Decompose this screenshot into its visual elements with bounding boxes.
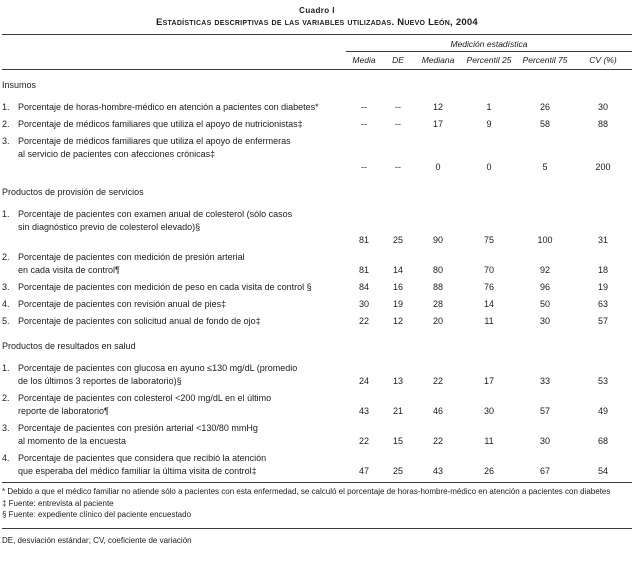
row-label (2, 392, 346, 418)
footnote: * Debido a que el médico familiar no atiende sólo a pacientes con esta enfermedad, se calculó el porcentaje de horas-hombre-médico en atención a pacientes con diabetes (2, 487, 611, 496)
row-values (346, 118, 632, 131)
cell-value: 96 (539, 282, 550, 292)
row-values (346, 315, 632, 328)
row-label-line (2, 362, 346, 375)
cell-value: -- (395, 162, 401, 172)
row-label-text: Porcentaje de pacientes con glucosa en ayuno ≤130 mg/dL (promedio (18, 363, 298, 373)
cell-value: 20 (432, 316, 443, 326)
row-label-line: al momento de la encuesta (18, 436, 127, 446)
row-label (2, 362, 346, 388)
cell-value: 5 (542, 162, 548, 172)
cell-value: 57 (539, 406, 550, 416)
row-label-pad (2, 161, 346, 174)
row-label-line (2, 452, 346, 465)
cell-value: 19 (597, 282, 608, 292)
row-number: 4. (2, 299, 10, 309)
cell-value: 22 (432, 376, 443, 386)
cell-value: 9 (486, 119, 492, 129)
row-label-line (2, 135, 346, 148)
table-row (2, 135, 632, 174)
row-number: 4. (2, 453, 10, 463)
table-caption (2, 5, 632, 29)
row-label (2, 281, 346, 294)
row-label-text: Porcentaje de pacientes que considera que recibió la atención (18, 453, 267, 463)
cell-value: 28 (432, 299, 443, 309)
row-label-text: Porcentaje de pacientes con solicitud anual de fondo de ojo‡ (18, 316, 261, 326)
cell-value: 0 (435, 162, 441, 172)
cell-value: 11 (484, 316, 494, 326)
column-header: DE (392, 55, 404, 65)
row-values (346, 101, 632, 114)
row-label-text: Porcentaje de pacientes con examen anual de colesterol (sólo casos (18, 209, 293, 219)
row-label (2, 101, 346, 114)
row-label (2, 118, 346, 131)
row-label (2, 422, 346, 448)
table-row (2, 362, 632, 388)
cell-value: 30 (358, 299, 369, 309)
table-row (2, 392, 632, 418)
cell-value: 25 (392, 235, 403, 245)
cell-value: 81 (358, 265, 369, 275)
table-row (2, 281, 632, 294)
cell-value: -- (361, 119, 367, 129)
footnotes (2, 483, 632, 521)
cell-value: 75 (483, 235, 494, 245)
cell-value: 19 (392, 299, 403, 309)
cell-value: 14 (483, 299, 494, 309)
row-label (2, 298, 346, 311)
cell-value: 80 (432, 265, 443, 275)
row-number: 2. (2, 119, 10, 129)
table-row (2, 422, 632, 448)
row-label-line (2, 298, 346, 311)
cell-value: 70 (483, 265, 494, 275)
cell-value: 53 (597, 376, 608, 386)
row-number: 3. (2, 282, 10, 292)
row-number: 3. (2, 423, 10, 433)
cell-value: 25 (392, 466, 403, 476)
row-number: 1. (2, 102, 10, 112)
row-values (346, 264, 632, 277)
cell-value: 63 (597, 299, 608, 309)
cell-value: -- (395, 119, 401, 129)
row-number: 1. (2, 363, 10, 373)
cell-value: 33 (539, 376, 550, 386)
cell-value: 18 (597, 265, 608, 275)
top-rule (2, 34, 632, 35)
cell-value: 57 (597, 316, 608, 326)
cell-value: 88 (432, 282, 443, 292)
row-label-line (2, 315, 346, 328)
row-label-line (2, 251, 346, 264)
table-row (2, 251, 632, 277)
cell-value: 81 (358, 235, 369, 245)
cell-value: 21 (392, 406, 403, 416)
cell-value: 13 (392, 376, 403, 386)
row-label-pad (2, 234, 346, 247)
row-label-line (2, 392, 346, 405)
row-label (2, 135, 346, 174)
cell-value: 88 (597, 119, 608, 129)
column-header: Percentil 75 (522, 55, 568, 65)
row-label (2, 452, 346, 478)
cell-value: 22 (432, 436, 443, 446)
cell-value: 200 (595, 162, 611, 172)
row-values (346, 465, 632, 478)
cell-value: 43 (432, 466, 443, 476)
cell-value: 43 (358, 406, 369, 416)
cell-value: 30 (483, 406, 494, 416)
row-label-line: sin diagnóstico previo de colesterol elevado)§ (18, 222, 201, 232)
row-label-text: Porcentaje de pacientes con medición de peso en cada visita de control § (18, 282, 312, 292)
column-header-row (2, 52, 632, 69)
row-number: 1. (2, 209, 10, 219)
section-header: Insumos (2, 80, 37, 90)
row-number: 2. (2, 393, 10, 403)
row-values (346, 281, 632, 294)
row-label-line (2, 101, 346, 114)
cell-value: -- (395, 102, 401, 112)
cell-value: 14 (392, 265, 403, 275)
row-number: 5. (2, 316, 10, 326)
cell-value: 58 (539, 119, 550, 129)
row-label-line: en cada visita de control¶ (18, 265, 120, 275)
cell-value: 30 (539, 436, 550, 446)
row-label-text: Porcentaje de pacientes con colesterol <200 mg/dL en el último (18, 393, 272, 403)
row-label-text: Porcentaje de pacientes con medición de presión arterial (18, 252, 245, 262)
cell-value: 68 (597, 436, 608, 446)
section-header: Productos de provisión de servicios (2, 187, 144, 197)
cell-value: 46 (432, 406, 443, 416)
cell-value: 100 (537, 235, 553, 245)
row-label-line: reporte de laboratorio¶ (18, 406, 109, 416)
row-label-line: de los últimos 3 reportes de laboratorio)§ (18, 376, 182, 386)
table-caption-title: Estadísticas descriptivas de las variables utilizadas. Nuevo León, 2004 (156, 17, 478, 28)
stat-group-row (2, 39, 632, 52)
row-label-line (2, 208, 346, 221)
footnote: ‡ Fuente: entrevista al paciente (2, 498, 114, 508)
row-label-line (2, 118, 346, 131)
row-label-text: Porcentaje de médicos familiares que utiliza el apoyo de enfermeras (18, 136, 291, 146)
cell-value: 49 (597, 406, 608, 416)
cell-value: 17 (483, 376, 494, 386)
row-values (346, 298, 632, 311)
cell-value: 12 (432, 102, 443, 112)
row-values (346, 375, 632, 388)
cell-value: 67 (539, 466, 550, 476)
cell-value: 12 (392, 316, 403, 326)
column-header: Media (352, 55, 376, 65)
cell-value: 54 (597, 466, 608, 476)
row-label-text: Porcentaje de pacientes con revisión anual de pies‡ (18, 299, 227, 309)
row-label-text: Porcentaje de horas-hombre-médico en atención a pacientes con diabetes* (18, 102, 319, 112)
row-values (346, 161, 632, 174)
row-label (2, 251, 346, 277)
cell-value: 26 (483, 466, 494, 476)
cell-value: -- (361, 162, 367, 172)
section-header: Productos de resultados en salud (2, 341, 136, 351)
table-row (2, 315, 632, 328)
row-label-text: Porcentaje de pacientes con presión arterial <130/80 mmHg (18, 423, 258, 433)
footnote: § Fuente: expediente clínico del paciente encuestado (2, 510, 192, 519)
cell-value: 11 (484, 436, 494, 446)
row-number: 2. (2, 252, 10, 262)
column-header-spacer (2, 55, 346, 66)
cell-value: 0 (486, 162, 492, 172)
row-label-line: al servicio de pacientes con afecciones crónicas‡ (18, 149, 216, 159)
table-row (2, 118, 632, 131)
row-label-line: que esperaba del médico familiar la última visita de control‡ (18, 466, 257, 476)
table-row (2, 452, 632, 478)
cell-value: 76 (483, 282, 494, 292)
cell-value: 17 (432, 119, 443, 129)
table-row (2, 208, 632, 247)
table-caption-number: Cuadro I (299, 6, 335, 15)
table-row (2, 101, 632, 114)
row-label-line (2, 422, 346, 435)
cell-value: 22 (358, 436, 369, 446)
cell-value: 30 (539, 316, 550, 326)
cell-value: 84 (358, 282, 369, 292)
cell-value: -- (361, 102, 367, 112)
column-header: CV (%) (589, 55, 617, 65)
cell-value: 50 (539, 299, 550, 309)
cell-value: 22 (358, 316, 369, 326)
row-label-line (2, 281, 346, 294)
column-header: Mediana (421, 55, 455, 65)
table-row (2, 298, 632, 311)
row-label-text: Porcentaje de médicos familiares que utiliza el apoyo de nutricionistas‡ (18, 119, 303, 129)
column-header: Percentil 25 (466, 55, 512, 65)
row-label (2, 208, 346, 247)
table-body (2, 70, 632, 478)
stat-group-header: Medición estadística (346, 39, 632, 52)
cell-value: 31 (597, 235, 608, 245)
cell-value: 16 (392, 282, 403, 292)
column-headers (346, 55, 632, 66)
cell-value: 26 (539, 102, 550, 112)
cell-value: 90 (432, 235, 443, 245)
cell-value: 30 (597, 102, 608, 112)
cell-value: 24 (358, 376, 369, 386)
row-label (2, 315, 346, 328)
row-values (346, 234, 632, 247)
cell-value: 15 (392, 436, 403, 446)
cell-value: 1 (486, 102, 492, 112)
row-number: 3. (2, 136, 10, 146)
row-values (346, 405, 632, 418)
row-values (346, 435, 632, 448)
cell-value: 47 (358, 466, 369, 476)
abbreviations-note: DE, desviación estándar; CV, coeficiente de variación (2, 535, 192, 545)
cell-value: 92 (539, 265, 550, 275)
stat-group-spacer (2, 39, 346, 52)
